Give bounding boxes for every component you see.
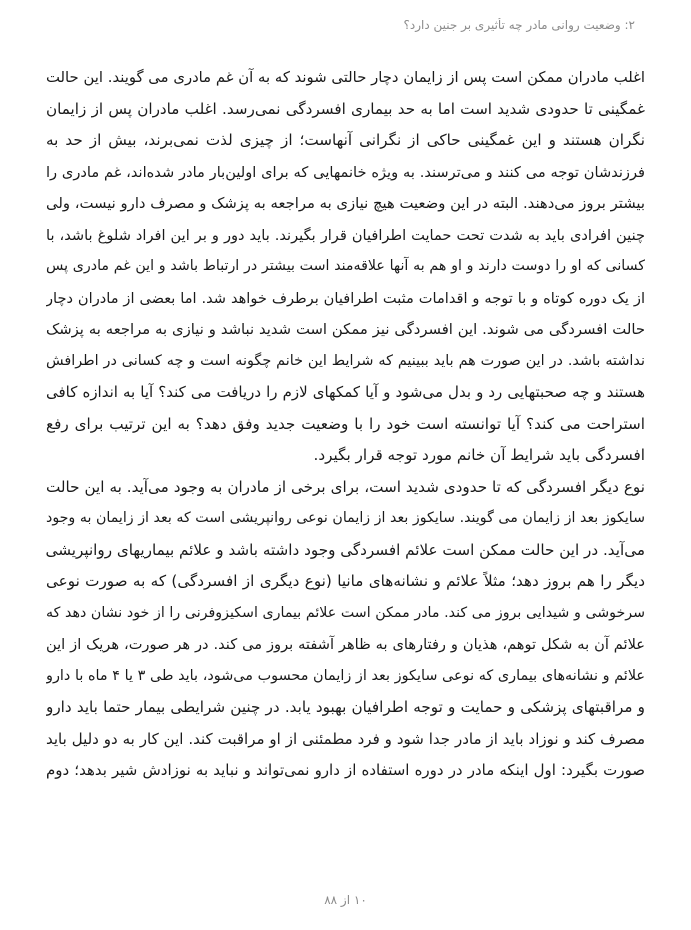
text-line: افسردگی باید شرایط آن خانم مورد توجه قرار بگیرد. xyxy=(313,446,645,464)
text-line: علائم آن به شکل توهم، هذیان و رفتارهای به ظاهر آشفته بروز می کند. در هر صورت، هریک از این xyxy=(46,636,645,653)
page-body xyxy=(46,62,645,787)
text-line: غمگینی تا حدودی شدید است اما به حد بیماری افسردگی نمی‌رسد. اغلب مادران پس از زایمان xyxy=(46,99,645,118)
text-line: سایکوز بعد از زایمان می گویند. سایکوز بعد از زایمان نوعی روانپریشی است که بعد از زایمان به وجود xyxy=(46,510,645,526)
text-line: بیشتر بروز می‌دهند. البته در این وضعیت هیچ نیازی به مراجعه به پزشک و مصرف دارو نیست، ولی xyxy=(46,195,645,212)
text-line: مصرف کند و نوزاد باید از مادر جدا شود و فرد مطمئنی از او مراقبت کند. این کار به دو دلیل باید xyxy=(46,729,645,748)
text-line: سرخوشی و شیدایی بروز می کند. مادر ممکن است علائم بیماری اسکیزوفرنی را از خود نشان دهد که xyxy=(46,604,645,621)
text-line: و مراقبتهای پزشکی و حمایت و توجه اطرافیان بهبود یابد. در چنین شرایطی بیمار حتما باید دارو xyxy=(46,698,645,716)
text-line: صورت بگیرد: اول اینکه مادر در دوره استفاده از دارو نمی‌تواند و نباید به نوزادش شیر بدهد؛ دوم xyxy=(46,761,645,779)
text-line: می‌آید. در این حالت ممکن است علائم افسردگی وجود داشته باشد و علائم بیماریهای روانپریشی xyxy=(46,540,645,559)
page-indicator: ۱۰ از ۸۸ xyxy=(324,893,367,907)
text-line: هستند و چه صحبتهایی رد و بدل می‌شود و آیا کمکهای لازم را دریافت می کند؟ آیا به اندازه کافی xyxy=(46,383,645,401)
paragraph xyxy=(46,62,645,472)
text-line: علائم و نشانه‌های بیماری که نوعی سایکوز بعد از زایمان محسوب می‌شود، باید طی ۳ یا ۴ ماه با دارو xyxy=(46,667,645,684)
paragraph xyxy=(46,472,645,787)
text-line: چنین افرادی باید به شدت تحت حمایت اطرافیان قرار بگیرند. باید دور و بر این افراد شلوغ باشد، با xyxy=(46,226,645,244)
text-line: حالت افسردگی می شوند. این افسردگی نیز ممکن است شدید نباشد و نیازی به مراجعه به پزشک xyxy=(46,321,645,338)
text-line: فرزندشان توجه می کنند و می‌ترسند. به ویژه خانمهایی که برای اولین‌بار مادر شده‌اند، غم مادری را xyxy=(46,163,645,181)
text-line: استراحت می کند؟ آیا توانسته است خود را با وضعیت جدید وفق دهد؟ به این ترتیب برای رفع xyxy=(46,414,645,433)
text-line: کسانی که او را دوست دارند و او هم به آنها علاقه‌مند است بیشتر در ارتباط باشد و این غم مادری پس xyxy=(46,258,645,274)
text-line: نوع دیگر افسردگی که تا حدودی شدید است، برای برخی از مادران به وجود می‌آید. به این حالت xyxy=(46,477,645,496)
text-line: از یک دوره کوتاه و با توجه و اقدامات مثبت اطرافیان برطرف خواهد شد. اما بعضی از مادران دچار xyxy=(46,289,645,307)
text-line: اغلب مادران ممکن است پس از زایمان دچار حالتی شوند که به آن غم مادری می گویند. این حالت xyxy=(46,69,645,86)
text-line: نداشته باشد. در این صورت هم باید ببینیم که شرایط این خانم چگونه است و چه کسانی در اطرافش xyxy=(46,352,645,369)
text-line: دیگر را هم بروز دهد؛ مثلاً علائم و نشانه‌های مانیا (نوع دیگری از افسردگی) که به صورت نوعی xyxy=(46,572,645,590)
text-line: نگران هستند و این غمگینی حاکی از نگرانی آنهاست؛ از چیزی لذت نمی‌برند، بیش از حد به xyxy=(46,131,645,149)
chapter-header: ۲: وضعیت روانی مادر چه تأثیری بر جنین دارد؟ xyxy=(403,18,635,32)
